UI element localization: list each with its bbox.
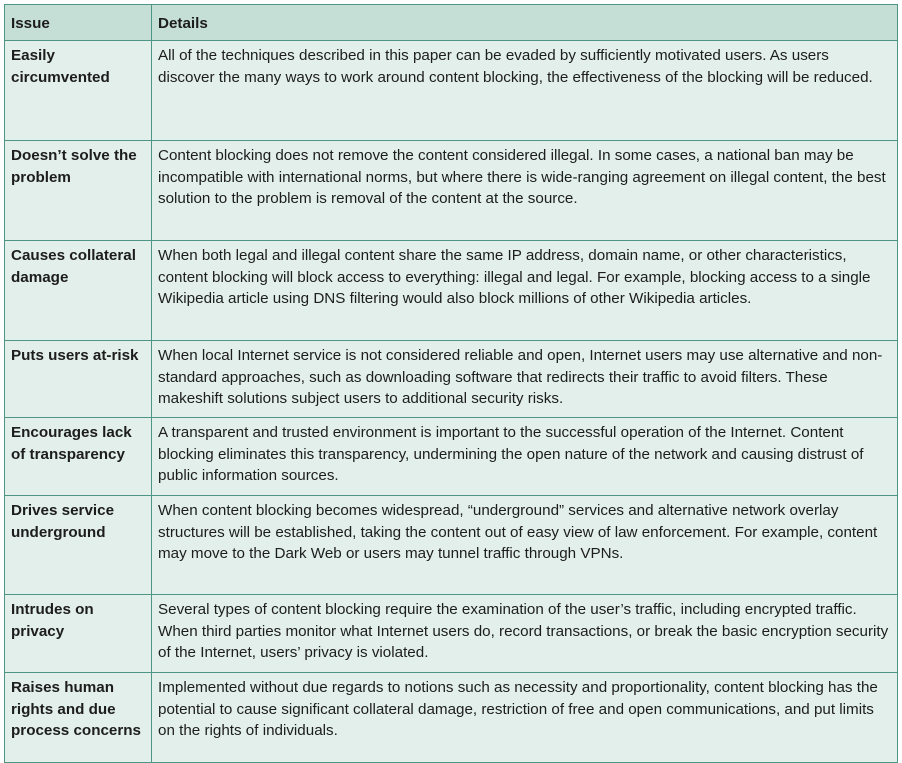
issue-cell: Drives service underground <box>5 496 152 595</box>
issue-cell: Raises human rights and due process concerns <box>5 673 152 763</box>
table-row <box>5 41 898 141</box>
issue-cell: Doesn’t solve the problem <box>5 141 152 241</box>
details-cell: All of the techniques described in this paper can be evaded by sufficiently motivated users. As users discover the many ways to work around content blocking, the effectiveness of the blocking will be reduced. <box>152 41 898 141</box>
issue-cell: Intrudes on privacy <box>5 595 152 673</box>
table-row <box>5 141 898 241</box>
issues-table <box>4 4 898 763</box>
details-cell: Implemented without due regards to notions such as necessity and proportionality, content blocking has the potential to cause significant collateral damage, restriction of free and open communications, and put limits on the rights of individuals. <box>152 673 898 763</box>
table-row <box>5 241 898 341</box>
table-row <box>5 496 898 595</box>
header-issue: Issue <box>5 5 152 41</box>
issue-cell: Encourages lack of transparency <box>5 418 152 496</box>
details-cell: When both legal and illegal content share the same IP address, domain name, or other characteristics, content blocking will block access to everything: illegal and legal. For example, blocking access to a single Wikipedia article using DNS filtering would also block millions of other Wikipedia articles. <box>152 241 898 341</box>
details-cell: When local Internet service is not considered reliable and open, Internet users may use alternative and non-standard approaches, such as downloading software that redirects their traffic to avoid filters. These makeshift solutions subject users to additional security risks. <box>152 341 898 418</box>
table-row <box>5 595 898 673</box>
header-details: Details <box>152 5 898 41</box>
table-row <box>5 418 898 496</box>
issue-cell: Easily circumvented <box>5 41 152 141</box>
details-cell: When content blocking becomes widespread, “underground” services and alternative network overlay structures will be established, taking the content out of easy view of law enforcement. For example, content may move to the Dark Web or users may tunnel traffic through VPNs. <box>152 496 898 595</box>
details-cell: A transparent and trusted environment is important to the successful operation of the Internet. Content blocking eliminates this transparency, undermining the open nature of the network and causing distrust of public information sources. <box>152 418 898 496</box>
table-row <box>5 673 898 763</box>
issue-cell: Causes collateral damage <box>5 241 152 341</box>
details-cell: Content blocking does not remove the content considered illegal. In some cases, a national ban may be incompatible with international norms, but where there is wide-ranging agreement on illegal content, the best solution to the problem is removal of the content at the source. <box>152 141 898 241</box>
details-cell: Several types of content blocking require the examination of the user’s traffic, including encrypted traffic. When third parties monitor what Internet users do, record transactions, or break the basic encryption security of the Internet, users’ privacy is violated. <box>152 595 898 673</box>
table-row <box>5 341 898 418</box>
issues-table-container <box>4 4 897 763</box>
table-header-row <box>5 5 898 41</box>
issue-cell: Puts users at-risk <box>5 341 152 418</box>
